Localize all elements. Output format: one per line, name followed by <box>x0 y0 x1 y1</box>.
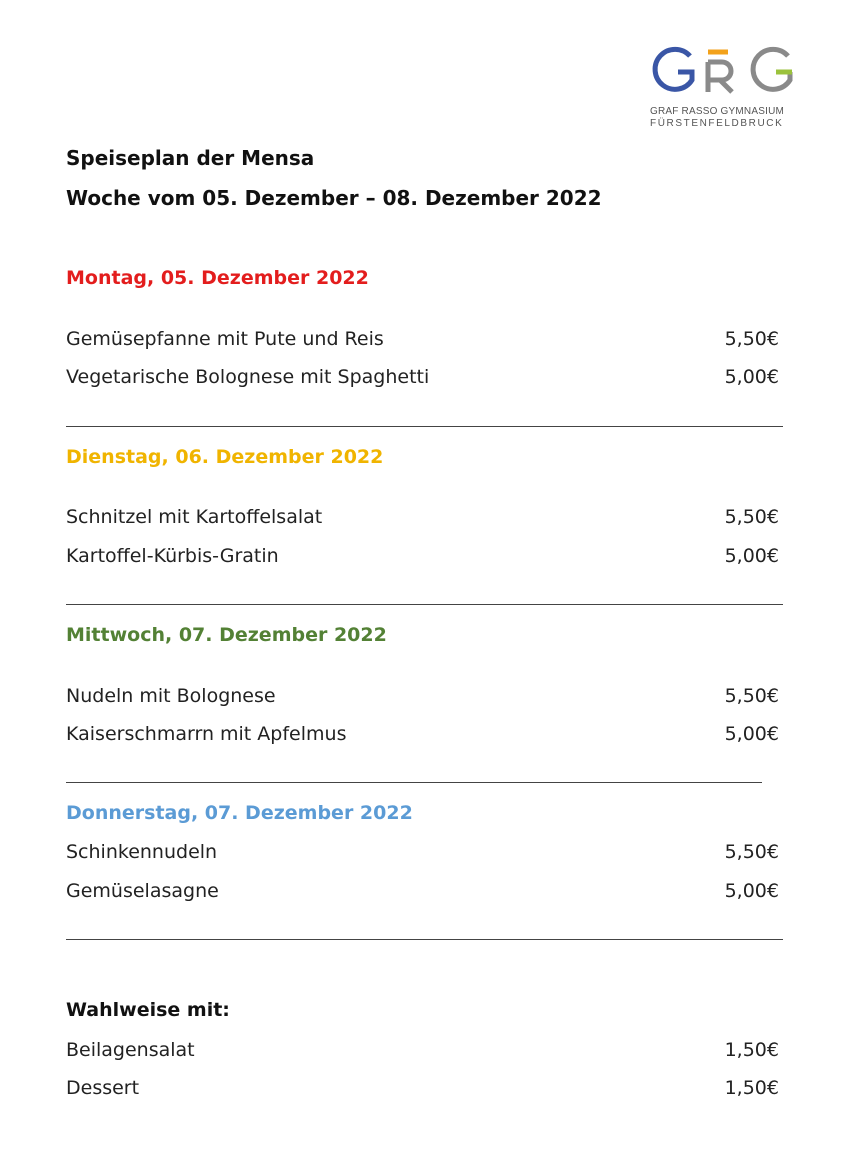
day-heading-thursday: Donnerstag, 07. Dezember 2022 <box>66 802 413 824</box>
extra-item-name: Beilagensalat <box>66 1039 195 1061</box>
logo-school-name: GRAF RASSO GYMNASIUM <box>650 106 785 117</box>
logo-city: FÜRSTENFELDBRUCK <box>650 118 784 129</box>
divider <box>66 939 783 940</box>
menu-item-name: Kartoffel-Kürbis-Gratin <box>66 545 279 567</box>
menu-item-price: 5,50€ <box>724 506 779 528</box>
divider <box>66 426 783 427</box>
menu-item-price: 5,00€ <box>724 723 779 745</box>
menu-item-price: 5,00€ <box>724 880 779 902</box>
menu-item-price: 5,00€ <box>724 366 779 388</box>
extra-item-price: 1,50€ <box>724 1039 779 1061</box>
divider <box>66 782 762 783</box>
menu-item-price: 5,00€ <box>724 545 779 567</box>
menu-item-name: Schinkennudeln <box>66 841 218 863</box>
grg-logo-mark <box>648 44 800 100</box>
school-logo <box>648 44 808 136</box>
day-heading-monday: Montag, 05. Dezember 2022 <box>66 267 369 289</box>
menu-item-price: 5,50€ <box>724 685 779 707</box>
menu-item-name: Gemüselasagne <box>66 880 219 902</box>
menu-item-name: Vegetarische Bolognese mit Spaghetti <box>66 366 430 388</box>
day-heading-wednesday: Mittwoch, 07. Dezember 2022 <box>66 624 387 646</box>
extra-item-price: 1,50€ <box>724 1077 779 1099</box>
extra-item-name: Dessert <box>66 1077 140 1099</box>
day-heading-tuesday: Dienstag, 06. Dezember 2022 <box>66 446 384 468</box>
extras-heading: Wahlweise mit: <box>66 999 230 1021</box>
menu-item-price: 5,50€ <box>724 841 779 863</box>
menu-item-name: Nudeln mit Bolognese <box>66 685 276 707</box>
menu-item-name: Kaiserschmarrn mit Apfelmus <box>66 723 347 745</box>
menu-item-name: Schnitzel mit Kartoffelsalat <box>66 506 323 528</box>
menu-item-price: 5,50€ <box>724 328 779 350</box>
divider <box>66 604 783 605</box>
menu-item-name: Gemüsepfanne mit Pute und Reis <box>66 328 384 350</box>
page-title: Speiseplan der Mensa <box>66 146 315 170</box>
week-range: Woche vom 05. Dezember – 08. Dezember 2022 <box>66 186 602 210</box>
